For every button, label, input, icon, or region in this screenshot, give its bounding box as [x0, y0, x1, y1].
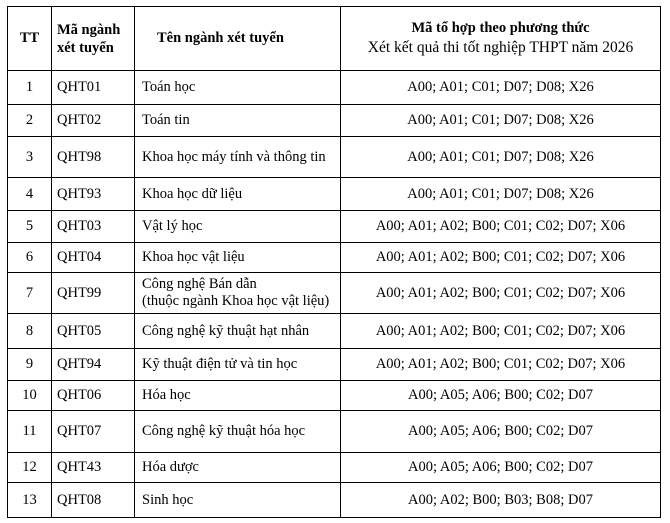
major-name	[135, 178, 341, 211]
major-name	[135, 411, 341, 453]
table-row	[8, 211, 661, 243]
table-row	[8, 243, 661, 273]
subject-combos: A00; A01; A02; B00; C01; C02; D07; X06	[341, 349, 661, 381]
table-row	[8, 314, 661, 349]
major-code: QHT94	[52, 349, 135, 381]
table-row	[8, 483, 661, 518]
subject-combos: A00; A01; C01; D07; D08; X26	[341, 137, 661, 178]
major-name-text: Hóa dược	[142, 459, 199, 475]
header-combos	[341, 7, 661, 71]
subject-combos: A00; A01; A02; B00; C01; C02; D07; X06	[341, 273, 661, 314]
major-name	[135, 273, 341, 314]
subject-combos: A00; A01; A02; B00; C01; C02; D07; X06	[341, 314, 661, 349]
major-code: QHT05	[52, 314, 135, 349]
subject-combos: A00; A01; C01; D07; D08; X26	[341, 178, 661, 211]
table-row	[8, 71, 661, 105]
table-row	[8, 411, 661, 453]
row-index: 3	[8, 137, 52, 178]
major-code: QHT01	[52, 71, 135, 105]
major-code: QHT43	[52, 453, 135, 483]
major-code: QHT06	[52, 381, 135, 411]
header-tt: TT	[8, 7, 52, 71]
major-name-note: (thuộc ngành Khoa học vật liệu)	[142, 293, 330, 309]
table-header-row	[8, 7, 661, 71]
subject-combos: A00; A01; A02; B00; C01; C02; D07; X06	[341, 243, 661, 273]
table-row	[8, 105, 661, 137]
major-name	[135, 314, 341, 349]
table-row	[8, 453, 661, 483]
major-name	[135, 137, 341, 178]
major-name	[135, 381, 341, 411]
row-index: 4	[8, 178, 52, 211]
major-name-text: Toán tin	[142, 112, 190, 128]
row-index: 11	[8, 411, 52, 453]
table-row	[8, 349, 661, 381]
major-name-text: Kỹ thuật điện tử và tin học	[142, 356, 298, 372]
row-index: 9	[8, 349, 52, 381]
row-index: 1	[8, 71, 52, 105]
header-combos-title: Mã tổ hợp theo phương thức	[411, 20, 590, 36]
admission-table	[7, 6, 661, 518]
major-name	[135, 453, 341, 483]
table-row	[8, 137, 661, 178]
subject-combos: A00; A01; C01; D07; D08; X26	[341, 71, 661, 105]
major-name-text: Công nghệ Bán dẫn	[142, 276, 257, 292]
major-name-text: Khoa học máy tính và thông tin	[142, 148, 326, 165]
subject-combos: A00; A05; A06; B00; C02; D07	[341, 381, 661, 411]
major-code: QHT04	[52, 243, 135, 273]
header-name: Tên ngành xét tuyển	[135, 7, 341, 71]
major-code: QHT07	[52, 411, 135, 453]
major-name-text: Sinh học	[142, 491, 194, 508]
major-code: QHT93	[52, 178, 135, 211]
major-name-text: Công nghệ kỹ thuật hóa học	[142, 423, 306, 439]
major-code: QHT99	[52, 273, 135, 314]
header-code: Mã ngành xét tuyển	[52, 7, 135, 71]
major-code: QHT98	[52, 137, 135, 178]
major-name-text: Khoa học dữ liệu	[142, 185, 243, 202]
row-index: 13	[8, 483, 52, 518]
major-name	[135, 211, 341, 243]
major-name-text: Công nghệ kỹ thuật hạt nhân	[142, 322, 310, 339]
table-row	[8, 178, 661, 211]
subject-combos: A00; A05; A06; B00; C02; D07	[341, 411, 661, 453]
row-index: 10	[8, 381, 52, 411]
major-name-text: Toán học	[142, 79, 196, 95]
subject-combos: A00; A01; C01; D07; D08; X26	[341, 105, 661, 137]
major-name	[135, 71, 341, 105]
major-code: QHT08	[52, 483, 135, 518]
row-index: 8	[8, 314, 52, 349]
major-name-text: Khoa học vật liệu	[142, 249, 245, 265]
subject-combos: A00; A01; A02; B00; C01; C02; D07; X06	[341, 211, 661, 243]
major-name	[135, 105, 341, 137]
major-name	[135, 349, 341, 381]
major-name-text: Vật lý học	[142, 218, 203, 234]
row-index: 7	[8, 273, 52, 314]
major-name	[135, 243, 341, 273]
subject-combos: A00; A05; A06; B00; C02; D07	[341, 453, 661, 483]
major-name	[135, 483, 341, 518]
major-code: QHT03	[52, 211, 135, 243]
header-combos-method: Xét kết quả thi tốt nghiệp THPT năm 2026	[367, 39, 634, 56]
major-name-text: Hóa học	[142, 387, 191, 403]
table-row	[8, 273, 661, 314]
row-index: 2	[8, 105, 52, 137]
table-row	[8, 381, 661, 411]
row-index: 5	[8, 211, 52, 243]
row-index: 12	[8, 453, 52, 483]
row-index: 6	[8, 243, 52, 273]
major-code: QHT02	[52, 105, 135, 137]
subject-combos: A00; A02; B00; B03; B08; D07	[341, 483, 661, 518]
